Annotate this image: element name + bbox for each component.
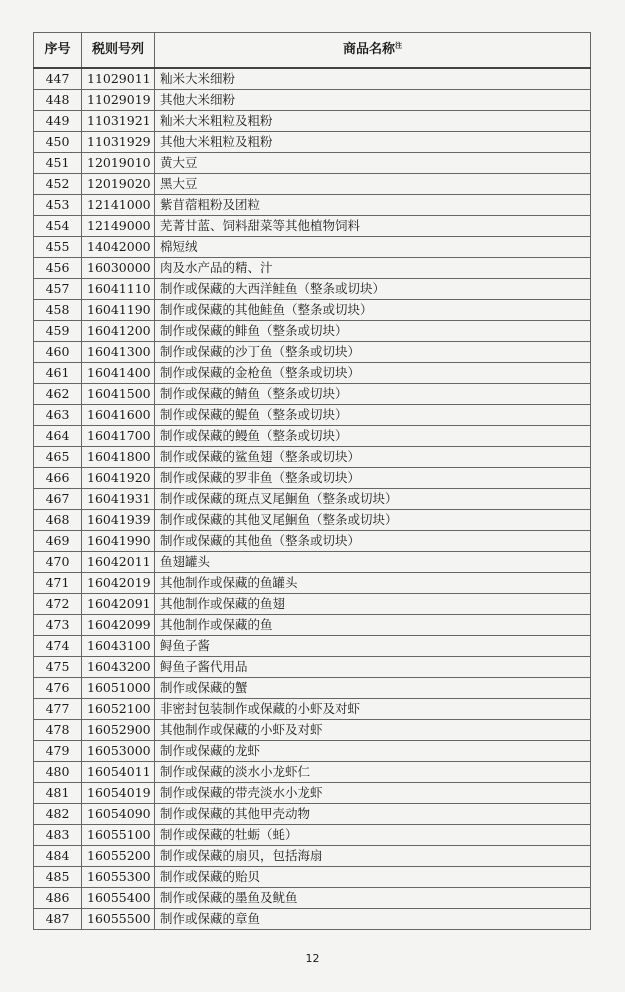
row-code: 16041939 xyxy=(82,510,155,531)
row-seq: 483 xyxy=(34,825,82,846)
header-name-note: 注 xyxy=(395,41,402,50)
table-row xyxy=(34,510,591,531)
table-row xyxy=(34,258,591,279)
row-seq: 480 xyxy=(34,762,82,783)
row-code: 16041700 xyxy=(82,426,155,447)
table-row xyxy=(34,132,591,153)
table-row xyxy=(34,657,591,678)
table-row xyxy=(34,426,591,447)
row-code: 16053000 xyxy=(82,741,155,762)
row-seq: 462 xyxy=(34,384,82,405)
row-code: 11029019 xyxy=(82,90,155,111)
row-name: 其他制作或保藏的鱼罐头 xyxy=(155,573,591,594)
row-code: 12019020 xyxy=(82,174,155,195)
row-name: 制作或保藏的鳀鱼（整条或切块） xyxy=(155,405,591,426)
row-name: 黄大豆 xyxy=(155,153,591,174)
row-seq: 481 xyxy=(34,783,82,804)
row-seq: 479 xyxy=(34,741,82,762)
table-row xyxy=(34,825,591,846)
row-code: 16041990 xyxy=(82,531,155,552)
row-code: 16041500 xyxy=(82,384,155,405)
row-name: 制作或保藏的其他叉尾鮰鱼（整条或切块） xyxy=(155,510,591,531)
row-code: 16041800 xyxy=(82,447,155,468)
row-name: 制作或保藏的蟹 xyxy=(155,678,591,699)
row-name: 非密封包装制作或保藏的小虾及对虾 xyxy=(155,699,591,720)
row-code: 16041190 xyxy=(82,300,155,321)
row-code: 16055300 xyxy=(82,867,155,888)
table-row xyxy=(34,867,591,888)
table-row xyxy=(34,111,591,132)
row-name: 芜菁甘蓝、饲料甜菜等其他植物饲料 xyxy=(155,216,591,237)
row-seq: 470 xyxy=(34,552,82,573)
row-name: 制作或保藏的其他鱼（整条或切块） xyxy=(155,531,591,552)
row-code: 16055200 xyxy=(82,846,155,867)
table-row xyxy=(34,447,591,468)
table-row xyxy=(34,279,591,300)
page-number: 12 xyxy=(305,952,320,965)
row-name: 制作或保藏的淡水小龙虾仁 xyxy=(155,762,591,783)
row-name: 籼米大米粗粒及粗粉 xyxy=(155,111,591,132)
row-name: 制作或保藏的鲱鱼（整条或切块） xyxy=(155,321,591,342)
row-name: 制作或保藏的其他鲑鱼（整条或切块） xyxy=(155,300,591,321)
row-code: 16041600 xyxy=(82,405,155,426)
row-code: 12141000 xyxy=(82,195,155,216)
row-seq: 464 xyxy=(34,426,82,447)
row-seq: 453 xyxy=(34,195,82,216)
table-row xyxy=(34,615,591,636)
row-code: 12149000 xyxy=(82,216,155,237)
row-code: 16041200 xyxy=(82,321,155,342)
row-code: 14042000 xyxy=(82,237,155,258)
row-name: 制作或保藏的墨鱼及鱿鱼 xyxy=(155,888,591,909)
table-row xyxy=(34,636,591,657)
table-row xyxy=(34,153,591,174)
header-seq: 序号 xyxy=(34,33,82,69)
row-seq: 447 xyxy=(34,68,82,90)
row-name: 制作或保藏的贻贝 xyxy=(155,867,591,888)
row-seq: 461 xyxy=(34,363,82,384)
row-code: 16041300 xyxy=(82,342,155,363)
row-seq: 471 xyxy=(34,573,82,594)
table-row xyxy=(34,531,591,552)
row-seq: 475 xyxy=(34,657,82,678)
row-code: 12019010 xyxy=(82,153,155,174)
row-name: 制作或保藏的斑点叉尾鮰鱼（整条或切块） xyxy=(155,489,591,510)
table-row xyxy=(34,720,591,741)
table-header xyxy=(34,33,591,69)
row-code: 16043100 xyxy=(82,636,155,657)
table-row xyxy=(34,741,591,762)
table-row xyxy=(34,489,591,510)
table-row xyxy=(34,342,591,363)
row-code: 16043200 xyxy=(82,657,155,678)
row-seq: 482 xyxy=(34,804,82,825)
table-row xyxy=(34,68,591,90)
row-seq: 465 xyxy=(34,447,82,468)
table-row xyxy=(34,321,591,342)
row-name: 鲟鱼子酱代用品 xyxy=(155,657,591,678)
row-seq: 448 xyxy=(34,90,82,111)
header-code: 税则号列 xyxy=(82,33,155,69)
row-seq: 472 xyxy=(34,594,82,615)
row-name: 紫苜蓿粗粉及团粒 xyxy=(155,195,591,216)
row-name: 籼米大米细粉 xyxy=(155,68,591,90)
row-seq: 457 xyxy=(34,279,82,300)
table-row xyxy=(34,888,591,909)
table-row xyxy=(34,699,591,720)
row-code: 16051000 xyxy=(82,678,155,699)
row-name: 制作或保藏的罗非鱼（整条或切块） xyxy=(155,468,591,489)
table-row xyxy=(34,678,591,699)
table-row xyxy=(34,594,591,615)
row-seq: 460 xyxy=(34,342,82,363)
row-code: 16042019 xyxy=(82,573,155,594)
row-seq: 477 xyxy=(34,699,82,720)
row-code: 16055400 xyxy=(82,888,155,909)
row-code: 16041920 xyxy=(82,468,155,489)
table-row xyxy=(34,195,591,216)
row-name: 制作或保藏的鲭鱼（整条或切块） xyxy=(155,384,591,405)
row-code: 11029011 xyxy=(82,68,155,90)
table-row xyxy=(34,573,591,594)
table-row xyxy=(34,174,591,195)
row-seq: 485 xyxy=(34,867,82,888)
row-name: 制作或保藏的鲨鱼翅（整条或切块） xyxy=(155,447,591,468)
row-seq: 468 xyxy=(34,510,82,531)
row-code: 16054011 xyxy=(82,762,155,783)
tariff-table xyxy=(33,32,591,930)
row-code: 16054090 xyxy=(82,804,155,825)
row-name: 其他大米细粉 xyxy=(155,90,591,111)
row-code: 16041931 xyxy=(82,489,155,510)
header-name xyxy=(155,33,591,69)
row-seq: 486 xyxy=(34,888,82,909)
row-name: 制作或保藏的牡蛎（蚝） xyxy=(155,825,591,846)
row-seq: 458 xyxy=(34,300,82,321)
row-code: 11031921 xyxy=(82,111,155,132)
row-seq: 478 xyxy=(34,720,82,741)
table-row xyxy=(34,237,591,258)
row-code: 16042091 xyxy=(82,594,155,615)
row-code: 16041400 xyxy=(82,363,155,384)
row-name: 其他制作或保藏的鱼翅 xyxy=(155,594,591,615)
table-row xyxy=(34,804,591,825)
row-name: 制作或保藏的大西洋鲑鱼（整条或切块） xyxy=(155,279,591,300)
row-name: 制作或保藏的沙丁鱼（整条或切块） xyxy=(155,342,591,363)
row-name: 鲟鱼子酱 xyxy=(155,636,591,657)
row-name: 鱼翅罐头 xyxy=(155,552,591,573)
row-seq: 487 xyxy=(34,909,82,930)
row-name: 制作或保藏的扇贝，包括海扇 xyxy=(155,846,591,867)
table-row xyxy=(34,783,591,804)
row-code: 16042011 xyxy=(82,552,155,573)
table-row xyxy=(34,846,591,867)
table-body xyxy=(34,68,591,930)
row-name: 制作或保藏的其他甲壳动物 xyxy=(155,804,591,825)
row-seq: 463 xyxy=(34,405,82,426)
table-row xyxy=(34,552,591,573)
table-row xyxy=(34,216,591,237)
row-seq: 476 xyxy=(34,678,82,699)
row-seq: 474 xyxy=(34,636,82,657)
table-row xyxy=(34,762,591,783)
row-name: 其他制作或保藏的小虾及对虾 xyxy=(155,720,591,741)
row-name: 其他制作或保藏的鱼 xyxy=(155,615,591,636)
row-seq: 466 xyxy=(34,468,82,489)
table-row xyxy=(34,405,591,426)
table-row xyxy=(34,300,591,321)
row-seq: 452 xyxy=(34,174,82,195)
row-code: 16030000 xyxy=(82,258,155,279)
row-seq: 467 xyxy=(34,489,82,510)
row-seq: 450 xyxy=(34,132,82,153)
row-seq: 451 xyxy=(34,153,82,174)
row-name: 制作或保藏的龙虾 xyxy=(155,741,591,762)
table-row xyxy=(34,90,591,111)
row-seq: 484 xyxy=(34,846,82,867)
row-seq: 455 xyxy=(34,237,82,258)
row-code: 11031929 xyxy=(82,132,155,153)
row-name: 制作或保藏的金枪鱼（整条或切块） xyxy=(155,363,591,384)
row-code: 16052100 xyxy=(82,699,155,720)
row-code: 16042099 xyxy=(82,615,155,636)
row-seq: 456 xyxy=(34,258,82,279)
row-seq: 469 xyxy=(34,531,82,552)
row-code: 16041110 xyxy=(82,279,155,300)
row-name: 制作或保藏的带壳淡水小龙虾 xyxy=(155,783,591,804)
header-name-label: 商品名称 xyxy=(342,42,395,57)
row-code: 16055100 xyxy=(82,825,155,846)
row-name: 制作或保藏的鳗鱼（整条或切块） xyxy=(155,426,591,447)
table-row xyxy=(34,468,591,489)
row-name: 肉及水产品的精、汁 xyxy=(155,258,591,279)
row-name: 制作或保藏的章鱼 xyxy=(155,909,591,930)
row-seq: 454 xyxy=(34,216,82,237)
row-seq: 449 xyxy=(34,111,82,132)
table-row xyxy=(34,384,591,405)
table-row xyxy=(34,363,591,384)
row-name: 黑大豆 xyxy=(155,174,591,195)
row-code: 16054019 xyxy=(82,783,155,804)
table-row xyxy=(34,909,591,930)
row-seq: 473 xyxy=(34,615,82,636)
row-name: 其他大米粗粒及粗粉 xyxy=(155,132,591,153)
row-name: 棉短绒 xyxy=(155,237,591,258)
row-code: 16052900 xyxy=(82,720,155,741)
row-seq: 459 xyxy=(34,321,82,342)
row-code: 16055500 xyxy=(82,909,155,930)
